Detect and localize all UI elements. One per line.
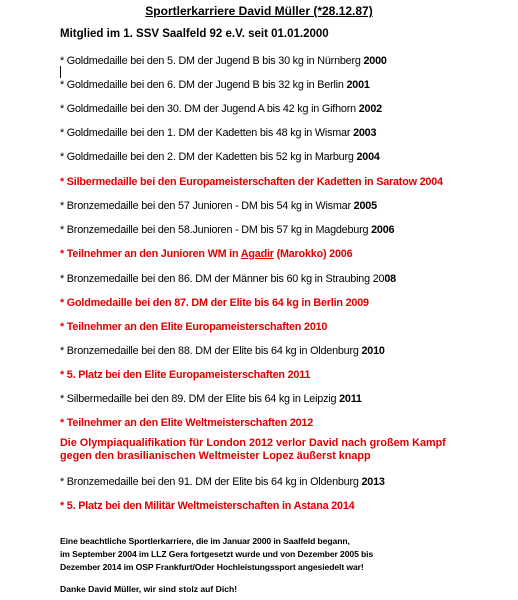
entry-year: 2006 bbox=[329, 248, 353, 260]
entry-year: 2014 bbox=[331, 500, 355, 512]
career-entry-dm-2010 bbox=[60, 345, 385, 357]
career-entry-2000 bbox=[60, 55, 387, 67]
entry-year: 2005 bbox=[353, 200, 377, 212]
career-entry-2009 bbox=[60, 297, 369, 309]
closing-line-3: Dezember 2014 im OSP Frankfurt/Oder Hochleistungssport angesiedelt war! bbox=[60, 562, 364, 572]
career-entry-em-2010 bbox=[60, 321, 327, 333]
entry-text: * 5. Platz bei den Militär Weltmeisterschaften in Astana bbox=[60, 500, 332, 512]
entry-year: 2013 bbox=[361, 476, 385, 488]
career-entry-em-2011 bbox=[60, 369, 310, 381]
career-entry-2006 bbox=[60, 224, 394, 236]
career-entry-2014 bbox=[60, 500, 354, 512]
entry-year: 2010 bbox=[304, 321, 328, 333]
entry-text: * Goldmedaille bei den 2. DM der Kadetten bis 52 kg in Marburg bbox=[60, 151, 357, 163]
career-entry-2001 bbox=[60, 79, 370, 91]
career-entry-wm-2012 bbox=[60, 417, 313, 429]
career-entry-2004 bbox=[60, 151, 380, 163]
career-entry-2003 bbox=[60, 127, 376, 139]
entry-text: * Teilnehmer an den Elite Weltmeisterschaften bbox=[60, 417, 290, 429]
olympia-line-1: Die Olympiaqualifikation für London 2012 verlor David nach großem Kampf bbox=[60, 437, 446, 449]
entry-text: * Teilnehmer an den Elite Europameisterschaften bbox=[60, 321, 305, 333]
career-entry-2005 bbox=[60, 200, 377, 212]
entry-text: * Bronzemedaille bei den 91. DM der Elite bis 64 kg in Oldenburg bbox=[60, 476, 362, 488]
entry-year: 2004 bbox=[356, 151, 380, 163]
closing-line-2: im September 2004 im LLZ Gera fortgesetzt wurde und von Dezember 2005 bis bbox=[60, 549, 374, 559]
entry-year: 08 bbox=[384, 273, 396, 285]
entry-text: * Goldmedaille bei den 1. DM der Kadetten bis 48 kg in Wismar bbox=[60, 127, 354, 139]
entry-text: * Goldmedaille bei den 5. DM der Jugend B bis 30 kg in Nürnberg bbox=[60, 55, 364, 67]
entry-text: * Silbermedaille bei den Europameisterschaften der Kadetten in Saratow bbox=[60, 176, 420, 188]
career-entry-junioren-wm bbox=[60, 248, 352, 260]
entry-text: * Goldmedaille bei den 30. DM der Jugend A bis 42 kg in Gifhorn bbox=[60, 103, 359, 115]
entry-year: 2000 bbox=[363, 55, 387, 67]
entry-year: 2012 bbox=[289, 417, 314, 429]
olympia-paragraph bbox=[60, 437, 446, 463]
entry-text: * 5. Platz bei den Elite Europameisterschaften bbox=[60, 369, 288, 381]
page-title: Sportlerkarriere David Müller (*28.12.87) bbox=[145, 4, 373, 18]
entry-year: 2006 bbox=[371, 224, 395, 236]
thanks-line: Danke David Müller, wir sind stolz auf Dich! bbox=[60, 584, 238, 594]
entry-year: 2011 bbox=[287, 369, 311, 381]
entry-text: * Goldmedaille bei den 87. DM der Elite bis 64 kg in Berlin bbox=[60, 297, 346, 309]
membership-line: Mitglied im 1. SSV Saalfeld 92 e.V. seit 01.01.2000 bbox=[60, 28, 329, 40]
entry-year: 2001 bbox=[346, 79, 370, 91]
olympia-line-2: gegen den brasilianischen Weltmeister Lopez äußerst knapp bbox=[60, 450, 371, 462]
entry-year: 2011 bbox=[339, 393, 362, 405]
entry-text: * Bronzemedaille bei den 58.Junioren - DM bis 57 kg in Magdeburg bbox=[60, 224, 372, 236]
entry-text-post: (Marokko) bbox=[273, 248, 330, 260]
closing-paragraph bbox=[60, 535, 373, 574]
career-entry-2008 bbox=[60, 273, 396, 285]
entry-year: 2004 bbox=[419, 176, 443, 188]
entry-text: * Bronzemedaille bei den 86. DM der Männer bis 60 kg in Straubing 20 bbox=[60, 273, 385, 285]
closing-line-1: Eine beachtliche Sportlerkarriere, die im Januar 2000 in Saalfeld begann, bbox=[60, 536, 350, 546]
entry-text: * Bronzemedaille bei den 57 Junioren - DM bis 54 kg in Wismar bbox=[60, 200, 354, 212]
entry-year: 2010 bbox=[361, 345, 385, 357]
entry-text: * Teilnehmer an den Junioren WM in bbox=[60, 248, 241, 260]
entry-text: * Bronzemedaille bei den 88. DM der Elite bis 64 kg in Oldenburg bbox=[60, 345, 362, 357]
entry-year: 2009 bbox=[345, 297, 369, 309]
entry-year: 2003 bbox=[353, 127, 377, 139]
career-entry-2002 bbox=[60, 103, 382, 115]
agadir-link: Agadir bbox=[240, 248, 274, 260]
entry-text: * Silbermedaille bei den 89. DM der Elite bis 64 kg in Leipzig bbox=[60, 393, 340, 405]
text-cursor bbox=[60, 66, 61, 78]
career-entry-dm-2011 bbox=[60, 393, 362, 405]
entry-year: 2002 bbox=[358, 103, 382, 115]
entry-text: * Goldmedaille bei den 6. DM der Jugend B bis 32 kg in Berlin bbox=[60, 79, 347, 91]
career-entry-2013 bbox=[60, 476, 385, 488]
career-entry-em-kadetten bbox=[60, 176, 443, 188]
